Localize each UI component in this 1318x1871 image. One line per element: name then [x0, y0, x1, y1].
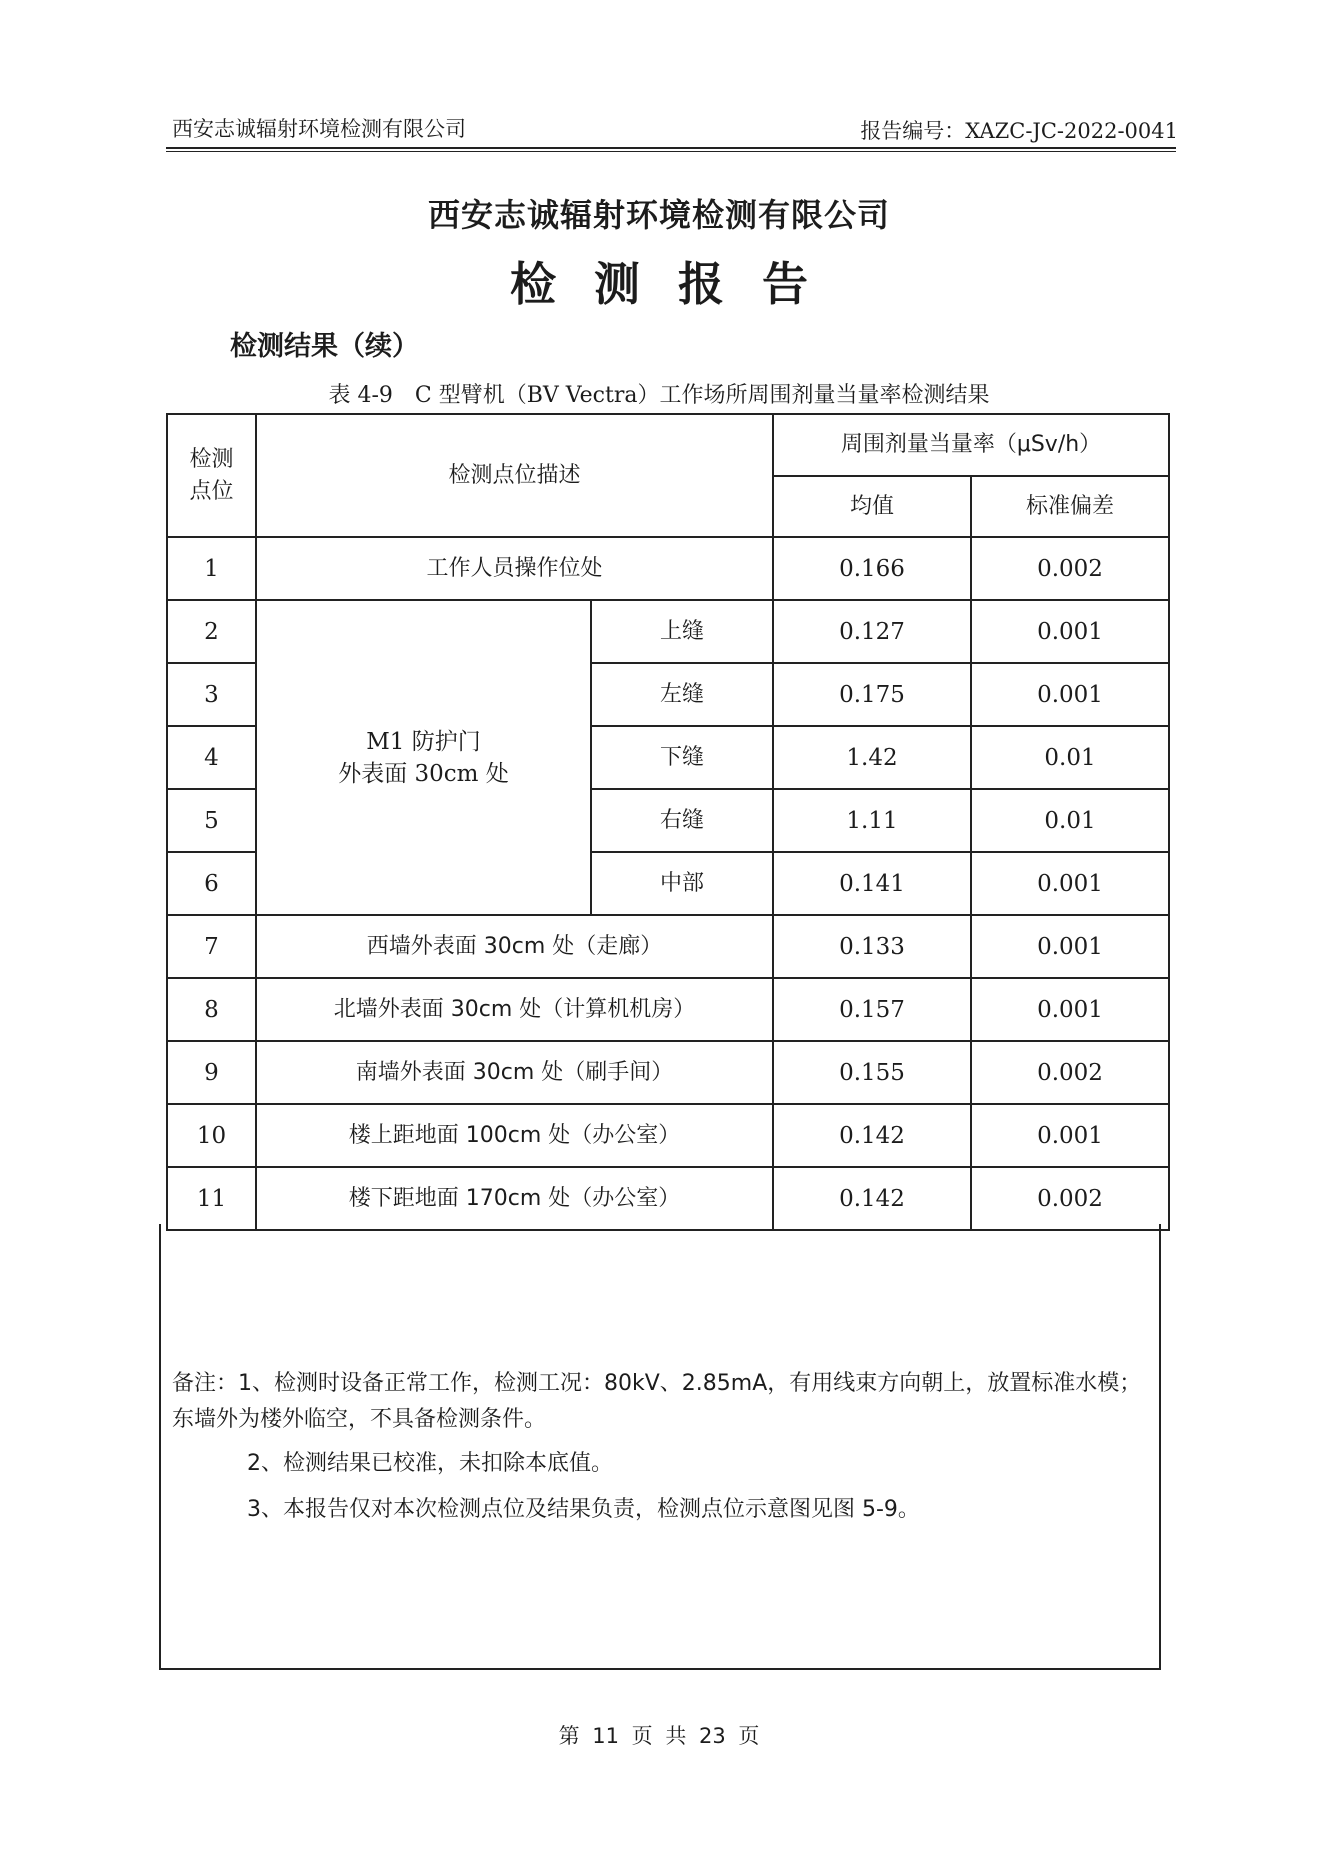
header-company: 西安志诚辐射环境检测有限公司 [172, 117, 466, 141]
point-number: 3 [167, 663, 256, 726]
header-std-dev: 标准偏差 [971, 476, 1169, 537]
header-description: 检测点位描述 [256, 414, 773, 537]
table-row [167, 978, 1169, 1041]
mean-value: 1.11 [773, 789, 971, 852]
std-value: 0.002 [971, 537, 1169, 600]
door-position: 中部 [591, 852, 773, 915]
table-row [167, 1104, 1169, 1167]
std-value: 0.001 [971, 915, 1169, 978]
point-number: 5 [167, 789, 256, 852]
table-row [167, 1041, 1169, 1104]
header-rule [166, 147, 1176, 149]
point-description: 楼上距地面 100cm 处（办公室） [256, 1104, 773, 1167]
table-caption: 表 4-9 C 型臂机（BV Vectra）工作场所周围剂量当量率检测结果 [328, 383, 990, 408]
std-value: 0.002 [971, 1167, 1169, 1230]
mean-value: 0.133 [773, 915, 971, 978]
point-number: 9 [167, 1041, 256, 1104]
mean-value: 0.142 [773, 1167, 971, 1230]
point-number: 4 [167, 726, 256, 789]
mean-value: 1.42 [773, 726, 971, 789]
door-position: 上缝 [591, 600, 773, 663]
page-number: 第 11 页 共 23 页 [558, 1724, 760, 1748]
header-rule-thin [166, 151, 1176, 152]
table-row [167, 1167, 1169, 1230]
point-number: 7 [167, 915, 256, 978]
header-point: 检测 点位 [167, 414, 256, 537]
point-description: 楼下距地面 170cm 处（办公室） [256, 1167, 773, 1230]
point-number: 2 [167, 600, 256, 663]
table-row [167, 915, 1169, 978]
std-value: 0.002 [971, 1041, 1169, 1104]
mean-value: 0.175 [773, 663, 971, 726]
section-heading: 检测结果（续） [230, 331, 419, 362]
point-number: 10 [167, 1104, 256, 1167]
point-number: 6 [167, 852, 256, 915]
company-name: 西安志诚辐射环境检测有限公司 [427, 196, 890, 234]
results-table [166, 413, 1170, 1231]
header-mean: 均值 [773, 476, 971, 537]
table-row [167, 600, 1169, 663]
std-value: 0.001 [971, 978, 1169, 1041]
point-number: 1 [167, 537, 256, 600]
std-value: 0.001 [971, 663, 1169, 726]
mean-value: 0.127 [773, 600, 971, 663]
mean-value: 0.157 [773, 978, 971, 1041]
std-value: 0.001 [971, 1104, 1169, 1167]
point-description: 南墙外表面 30cm 处（刷手间） [256, 1041, 773, 1104]
std-value: 0.001 [971, 600, 1169, 663]
mean-value: 0.166 [773, 537, 971, 600]
point-number: 11 [167, 1167, 256, 1230]
door-position: 下缝 [591, 726, 773, 789]
door-description: M1 防护门 外表面 30cm 处 [256, 600, 591, 915]
point-description: 西墙外表面 30cm 处（走廊） [256, 915, 773, 978]
mean-value: 0.155 [773, 1041, 971, 1104]
std-value: 0.01 [971, 726, 1169, 789]
std-value: 0.001 [971, 852, 1169, 915]
mean-value: 0.141 [773, 852, 971, 915]
door-position: 右缝 [591, 789, 773, 852]
std-value: 0.01 [971, 789, 1169, 852]
point-description: 北墙外表面 30cm 处（计算机机房） [256, 978, 773, 1041]
header-dose-rate: 周围剂量当量率（μSv/h） [773, 414, 1169, 476]
point-description: 工作人员操作位处 [256, 537, 773, 600]
note-2: 2、检测结果已校准，未扣除本底值。 [247, 1451, 613, 1476]
point-number: 8 [167, 978, 256, 1041]
note-3: 3、本报告仅对本次检测点位及结果负责，检测点位示意图见图 5-9。 [247, 1497, 920, 1522]
mean-value: 0.142 [773, 1104, 971, 1167]
door-position: 左缝 [591, 663, 773, 726]
header-report-number: 报告编号：XAZC-JC-2022-0041 [860, 119, 1178, 143]
note-1: 备注：1、检测时设备正常工作，检测工况：80kV、2.85mA，有用线束方向朝上，放置标准水模；东墙外为楼外临空，不具备检测条件。 [172, 1371, 1142, 1432]
table-row [167, 537, 1169, 600]
report-title: 检测报告 [510, 257, 846, 311]
